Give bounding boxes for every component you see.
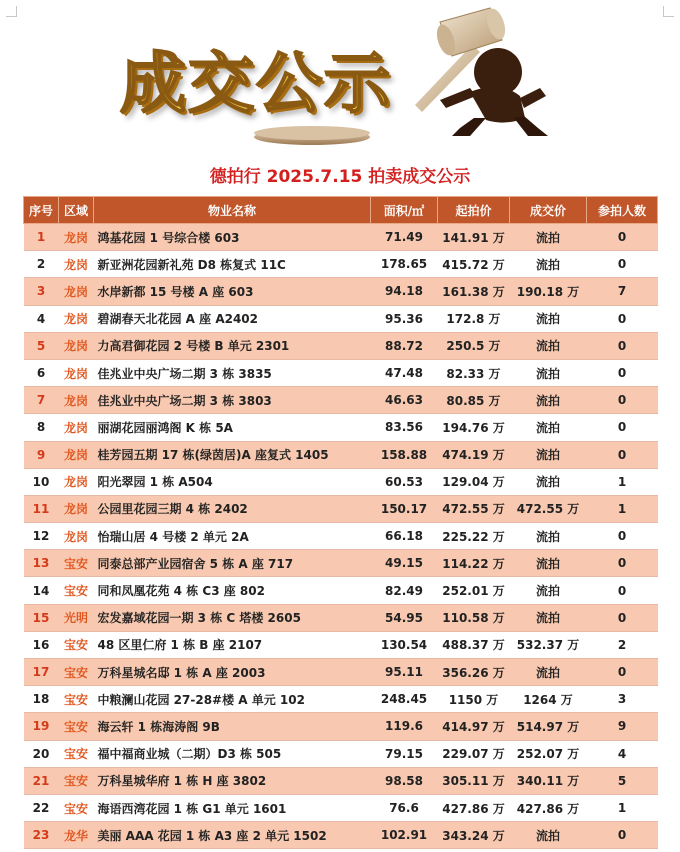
cell-area: 248.45	[371, 686, 438, 713]
cell-region: 宝安	[59, 686, 94, 713]
column-header-property: 物业名称	[94, 197, 371, 224]
cell-property-name: 鸿基花园 1 号综合楼 603	[94, 224, 371, 251]
cell-property-name: 力高君御花园 2 号楼 B 单元 2301	[94, 332, 371, 359]
cell-bidders: 0	[587, 305, 658, 332]
cell-property-name: 中粮澜山花园 27-28#楼 A 单元 102	[94, 686, 371, 713]
cell-area: 83.56	[371, 414, 438, 441]
cell-area: 150.17	[371, 495, 438, 522]
cell-area: 71.49	[371, 224, 438, 251]
cell-area: 102.91	[371, 822, 438, 849]
cell-no: 17	[24, 659, 59, 686]
cell-region: 龙岗	[59, 278, 94, 305]
cell-region: 宝安	[59, 577, 94, 604]
cell-bidders: 1	[587, 794, 658, 821]
cell-start-price: 225.22 万	[438, 523, 510, 550]
cell-property-name: 万科星城名邸 1 栋 A 座 2003	[94, 659, 371, 686]
cell-bidders: 4	[587, 740, 658, 767]
cell-region: 宝安	[59, 659, 94, 686]
cell-property-name: 海云轩 1 栋海涛阁 9B	[94, 713, 371, 740]
table-row	[24, 822, 658, 849]
cell-deal-price: 流拍	[510, 577, 587, 604]
cell-start-price: 305.11 万	[438, 767, 510, 794]
cell-property-name: 佳兆业中央广场二期 3 栋 3835	[94, 359, 371, 386]
cell-region: 宝安	[59, 713, 94, 740]
table-row	[24, 468, 658, 495]
table-row	[24, 794, 658, 821]
cell-bidders: 0	[587, 387, 658, 414]
cell-no: 7	[24, 387, 59, 414]
cell-deal-price: 流拍	[510, 387, 587, 414]
cell-property-name: 新亚洲花园新礼苑 D8 栋复式 11C	[94, 251, 371, 278]
table-row	[24, 604, 658, 631]
cell-no: 12	[24, 523, 59, 550]
cell-deal-price: 流拍	[510, 441, 587, 468]
cell-bidders: 7	[587, 278, 658, 305]
cell-area: 82.49	[371, 577, 438, 604]
cell-start-price: 114.22 万	[438, 550, 510, 577]
cell-deal-price: 427.86 万	[510, 794, 587, 821]
cell-region: 龙岗	[59, 359, 94, 386]
cell-deal-price: 流拍	[510, 305, 587, 332]
cell-start-price: 1150 万	[438, 686, 510, 713]
cell-region: 龙岗	[59, 523, 94, 550]
cell-no: 4	[24, 305, 59, 332]
cell-bidders: 5	[587, 767, 658, 794]
cell-start-price: 415.72 万	[438, 251, 510, 278]
cell-no: 21	[24, 767, 59, 794]
cell-start-price: 356.26 万	[438, 659, 510, 686]
cell-property-name: 万科星城华府 1 栋 H 座 3802	[94, 767, 371, 794]
cell-deal-price: 1264 万	[510, 686, 587, 713]
cell-property-name: 丽湖花园丽鸿阁 K 栋 5A	[94, 414, 371, 441]
cell-bidders: 0	[587, 414, 658, 441]
cell-area: 76.6	[371, 794, 438, 821]
cell-start-price: 80.85 万	[438, 387, 510, 414]
cell-region: 龙岗	[59, 414, 94, 441]
table-row	[24, 686, 658, 713]
cell-property-name: 同和凤凰花苑 4 栋 C3 座 802	[94, 577, 371, 604]
cell-start-price: 252.01 万	[438, 577, 510, 604]
cell-start-price: 194.76 万	[438, 414, 510, 441]
cell-area: 49.15	[371, 550, 438, 577]
cell-property-name: 海语西湾花园 1 栋 G1 单元 1601	[94, 794, 371, 821]
cell-no: 5	[24, 332, 59, 359]
cell-no: 23	[24, 822, 59, 849]
auction-results-table	[23, 196, 658, 849]
cell-area: 98.58	[371, 767, 438, 794]
cell-area: 79.15	[371, 740, 438, 767]
column-header-deal-price: 成交价	[510, 197, 587, 224]
table-row	[24, 767, 658, 794]
banner	[0, 0, 680, 150]
cell-bidders: 0	[587, 224, 658, 251]
cell-bidders: 1	[587, 495, 658, 522]
cell-deal-price: 流拍	[510, 251, 587, 278]
cell-start-price: 472.55 万	[438, 495, 510, 522]
cell-deal-price: 流拍	[510, 822, 587, 849]
cell-area: 66.18	[371, 523, 438, 550]
table-row	[24, 251, 658, 278]
cell-no: 11	[24, 495, 59, 522]
cell-deal-price: 流拍	[510, 224, 587, 251]
cell-bidders: 0	[587, 550, 658, 577]
cell-no: 13	[24, 550, 59, 577]
cell-area: 178.65	[371, 251, 438, 278]
table-row	[24, 359, 658, 386]
cell-bidders: 0	[587, 577, 658, 604]
cell-no: 1	[24, 224, 59, 251]
cell-region: 龙岗	[59, 441, 94, 468]
table-row	[24, 495, 658, 522]
cell-area: 47.48	[371, 359, 438, 386]
cell-start-price: 343.24 万	[438, 822, 510, 849]
cell-property-name: 碧湖春天北花园 A 座 A2402	[94, 305, 371, 332]
cell-area: 54.95	[371, 604, 438, 631]
cell-bidders: 0	[587, 659, 658, 686]
cell-deal-price: 流拍	[510, 359, 587, 386]
cell-area: 130.54	[371, 631, 438, 658]
cell-area: 60.53	[371, 468, 438, 495]
table-row	[24, 523, 658, 550]
cell-no: 8	[24, 414, 59, 441]
table-row	[24, 577, 658, 604]
cell-start-price: 141.91 万	[438, 224, 510, 251]
cell-start-price: 427.86 万	[438, 794, 510, 821]
cell-start-price: 110.58 万	[438, 604, 510, 631]
cell-bidders: 0	[587, 332, 658, 359]
table-row	[24, 631, 658, 658]
cell-property-name: 同泰总部产业园宿舍 5 栋 A 座 717	[94, 550, 371, 577]
cell-property-name: 宏发嘉域花园一期 3 栋 C 塔楼 2605	[94, 604, 371, 631]
cell-bidders: 9	[587, 713, 658, 740]
table-row	[24, 659, 658, 686]
page-title: 德拍行 2025.7.15 拍卖成交公示	[209, 167, 471, 187]
cell-no: 3	[24, 278, 59, 305]
cell-area: 94.18	[371, 278, 438, 305]
cell-property-name: 水岸新都 15 号楼 A 座 603	[94, 278, 371, 305]
cell-region: 龙岗	[59, 224, 94, 251]
cell-region: 龙岗	[59, 495, 94, 522]
cell-start-price: 250.5 万	[438, 332, 510, 359]
cell-start-price: 474.19 万	[438, 441, 510, 468]
sound-block-top	[254, 126, 370, 140]
column-header-area: 面积/㎡	[371, 197, 438, 224]
column-header-bidders: 参拍人数	[587, 197, 658, 224]
table-row	[24, 550, 658, 577]
cell-start-price: 172.8 万	[438, 305, 510, 332]
column-header-region: 区域	[59, 197, 94, 224]
cell-bidders: 0	[587, 359, 658, 386]
cell-deal-price: 流拍	[510, 604, 587, 631]
cell-deal-price: 252.07 万	[510, 740, 587, 767]
table-header	[24, 197, 658, 224]
cell-region: 龙岗	[59, 251, 94, 278]
banner-title: 成交公示	[120, 45, 392, 122]
cell-deal-price: 190.18 万	[510, 278, 587, 305]
cell-deal-price: 532.37 万	[510, 631, 587, 658]
cell-start-price: 229.07 万	[438, 740, 510, 767]
cell-bidders: 0	[587, 251, 658, 278]
cell-no: 14	[24, 577, 59, 604]
cell-region: 宝安	[59, 740, 94, 767]
cell-deal-price: 472.55 万	[510, 495, 587, 522]
cell-area: 119.6	[371, 713, 438, 740]
cell-start-price: 82.33 万	[438, 359, 510, 386]
cell-no: 6	[24, 359, 59, 386]
cell-property-name: 公园里花园三期 4 栋 2402	[94, 495, 371, 522]
cell-property-name: 阳光翠园 1 栋 A504	[94, 468, 371, 495]
table-row	[24, 305, 658, 332]
table-row	[24, 740, 658, 767]
cell-region: 宝安	[59, 794, 94, 821]
cell-deal-price: 流拍	[510, 414, 587, 441]
cell-deal-price: 流拍	[510, 550, 587, 577]
cell-no: 2	[24, 251, 59, 278]
table-row	[24, 414, 658, 441]
cell-bidders: 3	[587, 686, 658, 713]
table-row	[24, 278, 658, 305]
cell-no: 9	[24, 441, 59, 468]
cell-area: 88.72	[371, 332, 438, 359]
cell-region: 宝安	[59, 631, 94, 658]
table-row	[24, 713, 658, 740]
cell-region: 龙岗	[59, 387, 94, 414]
cell-property-name: 佳兆业中央广场二期 3 栋 3803	[94, 387, 371, 414]
cell-bidders: 2	[587, 631, 658, 658]
cell-no: 20	[24, 740, 59, 767]
cell-region: 光明	[59, 604, 94, 631]
column-header-start-price: 起拍价	[438, 197, 510, 224]
cell-no: 18	[24, 686, 59, 713]
cell-area: 46.63	[371, 387, 438, 414]
cell-region: 宝安	[59, 767, 94, 794]
cell-no: 16	[24, 631, 59, 658]
cell-bidders: 0	[587, 441, 658, 468]
cell-no: 15	[24, 604, 59, 631]
cell-region: 宝安	[59, 550, 94, 577]
cell-deal-price: 流拍	[510, 332, 587, 359]
table-row	[24, 441, 658, 468]
cell-property-name: 桂芳园五期 17 栋(绿茵居)A 座复式 1405	[94, 441, 371, 468]
cell-deal-price: 514.97 万	[510, 713, 587, 740]
cell-property-name: 福中福商业城（二期）D3 栋 505	[94, 740, 371, 767]
cell-property-name: 美丽 AAA 花园 1 栋 A3 座 2 单元 1502	[94, 822, 371, 849]
cell-bidders: 1	[587, 468, 658, 495]
column-header-no: 序号	[24, 197, 59, 224]
cell-no: 22	[24, 794, 59, 821]
cell-bidders: 0	[587, 523, 658, 550]
cell-region: 龙华	[59, 822, 94, 849]
cell-start-price: 129.04 万	[438, 468, 510, 495]
cell-start-price: 488.37 万	[438, 631, 510, 658]
cell-bidders: 0	[587, 604, 658, 631]
cell-start-price: 414.97 万	[438, 713, 510, 740]
figure-icon	[440, 48, 548, 136]
cell-property-name: 48 区里仁府 1 栋 B 座 2107	[94, 631, 371, 658]
cell-property-name: 怡瑞山居 4 号楼 2 单元 2A	[94, 523, 371, 550]
table-row	[24, 387, 658, 414]
cell-region: 龙岗	[59, 468, 94, 495]
cell-start-price: 161.38 万	[438, 278, 510, 305]
table-row	[24, 224, 658, 251]
cell-area: 95.11	[371, 659, 438, 686]
cell-deal-price: 流拍	[510, 659, 587, 686]
cell-deal-price: 流拍	[510, 468, 587, 495]
cell-area: 158.88	[371, 441, 438, 468]
cell-deal-price: 340.11 万	[510, 767, 587, 794]
cell-region: 龙岗	[59, 332, 94, 359]
cell-deal-price: 流拍	[510, 523, 587, 550]
cell-area: 95.36	[371, 305, 438, 332]
cell-no: 19	[24, 713, 59, 740]
cell-bidders: 0	[587, 822, 658, 849]
cell-no: 10	[24, 468, 59, 495]
table-row	[24, 332, 658, 359]
cell-region: 龙岗	[59, 305, 94, 332]
